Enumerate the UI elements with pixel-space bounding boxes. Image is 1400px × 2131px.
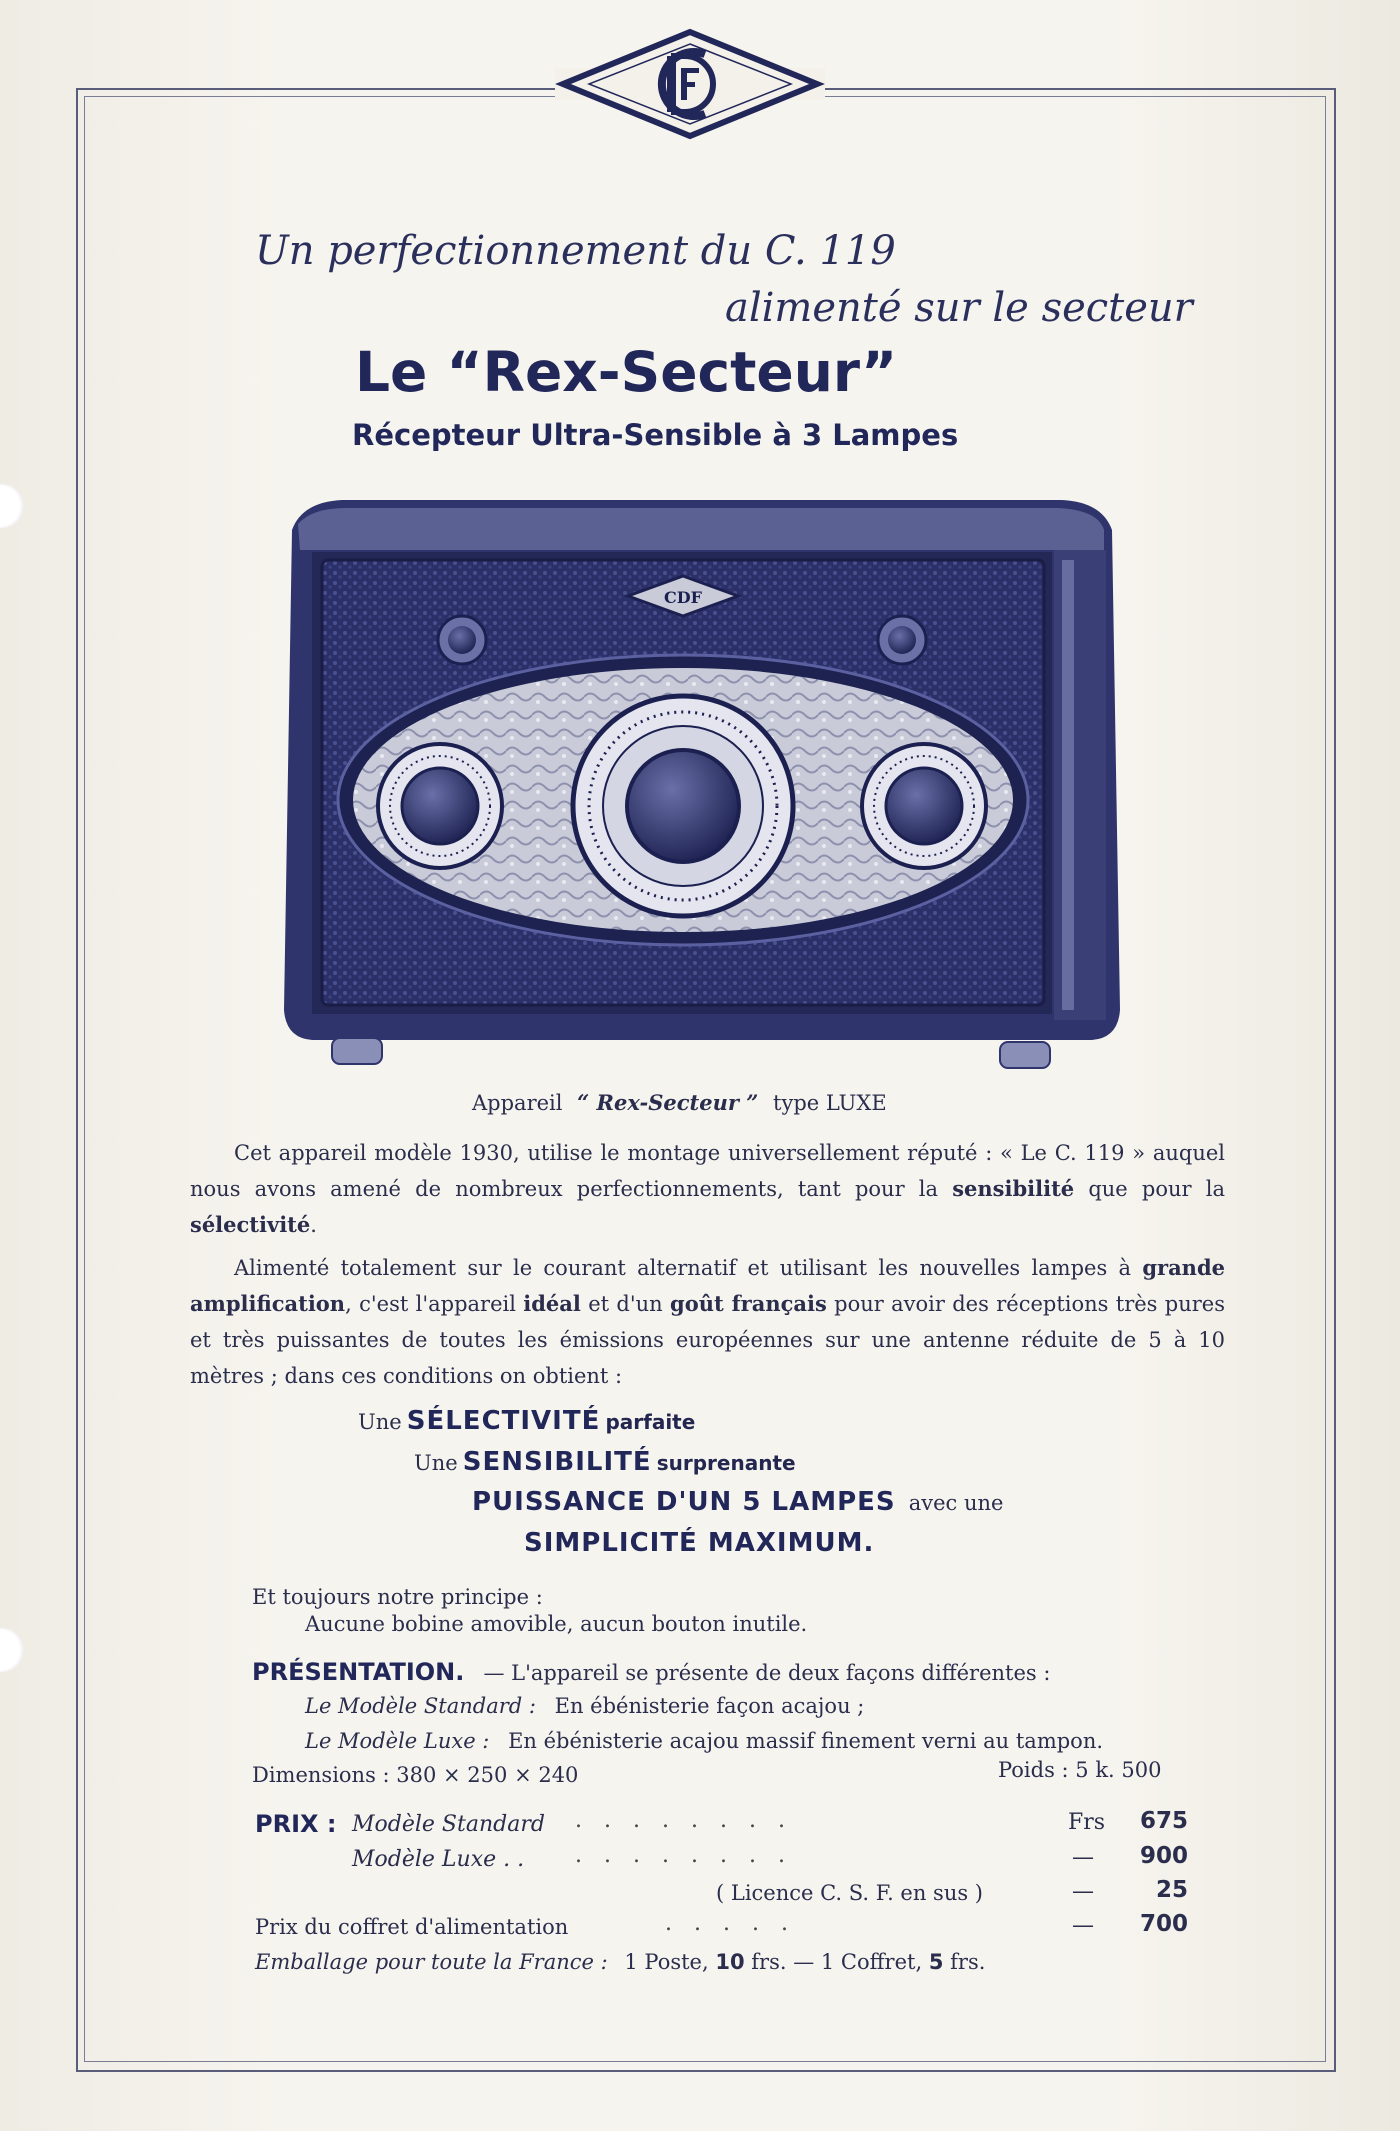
feature-main: SÉLECTIVITÉ xyxy=(406,1406,601,1436)
radio-illustration xyxy=(272,490,1132,1080)
page-title: Le “Rex-Secteur” xyxy=(355,340,898,404)
feature-puissance xyxy=(472,1487,1003,1517)
cdf-logo-graphic xyxy=(555,28,825,140)
packaging-text: 1 Poste, xyxy=(624,1950,709,1974)
feature-main: SIMPLICITÉ MAXIMUM. xyxy=(524,1528,875,1558)
price-value-standard: 675 xyxy=(1139,1808,1188,1834)
price-value-luxe: 900 xyxy=(1139,1843,1188,1869)
feature-sensibilite xyxy=(414,1447,796,1477)
weight: Poids : 5 k. 500 xyxy=(998,1758,1162,1782)
text-bold: goût français xyxy=(670,1291,827,1316)
principle-line-2: Aucune bobine amovible, aucun bouton inutile. xyxy=(305,1612,808,1636)
presentation-text: — L'appareil se présente de deux façons différentes : xyxy=(483,1661,1051,1685)
text-run: pour avoir des réceptions très pures et très puissantes de toutes les émissions européennes sur une antenne réduite de 5 à 10 mètres ; dans ces conditions on obtient : xyxy=(190,1292,1225,1388)
presentation-standard xyxy=(305,1694,864,1718)
packaging-text: frs. xyxy=(950,1950,986,1974)
feature-prefix: Une xyxy=(358,1410,402,1434)
text-run: Alimenté totalement sur le courant alternatif et utilisant les nouvelles lampes à xyxy=(234,1256,1143,1280)
text-run: que pour la xyxy=(1074,1177,1225,1201)
packaging-price: 5 xyxy=(928,1950,944,1974)
leader-dots: ........ xyxy=(575,1843,807,1868)
packaging-text: frs. — 1 Coffret, xyxy=(751,1950,923,1974)
model-label: Le Modèle Standard : xyxy=(305,1694,536,1718)
feature-suffix: parfaite xyxy=(605,1410,696,1434)
price-currency: — xyxy=(1072,1845,1094,1870)
feature-prefix: Une xyxy=(414,1451,458,1475)
feature-simplicite xyxy=(524,1528,874,1558)
text-bold: grande amplification xyxy=(190,1255,1225,1316)
price-label: PRIX : xyxy=(255,1810,337,1838)
feature-main: SENSIBILITÉ xyxy=(462,1447,652,1477)
illustration-caption xyxy=(472,1090,887,1115)
presentation-label: PRÉSENTATION. xyxy=(252,1658,465,1686)
text-bold: sensibilité xyxy=(952,1176,1075,1201)
cdf-logo xyxy=(555,28,825,140)
leader-dots: ........ xyxy=(575,1808,807,1833)
headline-line-1: Un perfectionnement du C. 119 xyxy=(255,228,896,274)
model-label: Le Modèle Luxe : xyxy=(305,1729,490,1753)
principle-line-1: Et toujours notre principe : xyxy=(252,1585,543,1609)
price-currency: Frs xyxy=(1068,1810,1106,1835)
packaging-line xyxy=(255,1950,985,1974)
text-bold: idéal xyxy=(523,1291,581,1316)
caption-name: “ Rex-Secteur ” xyxy=(577,1090,759,1115)
price-value-coffret: 700 xyxy=(1139,1911,1188,1937)
feature-selectivite xyxy=(358,1406,695,1436)
presentation-heading xyxy=(252,1658,1050,1686)
page-subtitle: Récepteur Ultra-Sensible à 3 Lampes xyxy=(352,418,959,452)
text-run: , c'est l'appareil xyxy=(345,1292,524,1316)
caption-prefix: Appareil xyxy=(472,1091,563,1115)
model-text: En ébénisterie façon acajou ; xyxy=(554,1694,865,1718)
price-name-licence: ( Licence C. S. F. en sus ) xyxy=(716,1881,983,1905)
text-run: Cet appareil modèle 1930, utilise le montage universellement réputé : « Le C. 119 » auquel nous avons amené de nombreux perfectionnements, tant pour la xyxy=(190,1141,1225,1201)
text-bold: sélectivité xyxy=(190,1212,311,1237)
price-currency: — xyxy=(1072,1913,1094,1938)
model-text: En ébénisterie acajou massif finement verni au tampon. xyxy=(508,1729,1104,1753)
paragraph-features xyxy=(190,1250,1225,1394)
packaging-label: Emballage pour toute la France : xyxy=(255,1950,608,1974)
price-name-luxe: Modèle Luxe . . xyxy=(352,1847,525,1872)
feature-suffix: surprenante xyxy=(656,1451,796,1475)
svg-text:CDF: CDF xyxy=(664,588,702,607)
paragraph-intro xyxy=(190,1135,1225,1243)
packaging-price: 10 xyxy=(715,1950,745,1974)
presentation-luxe xyxy=(305,1729,1103,1753)
text-run: et d'un xyxy=(580,1292,671,1316)
price-value-licence: 25 xyxy=(1155,1877,1188,1903)
feature-suffix: avec une xyxy=(908,1491,1004,1515)
dimensions: Dimensions : 380 × 250 × 240 xyxy=(252,1763,579,1787)
price-name-coffret: Prix du coffret d'alimentation xyxy=(255,1915,569,1939)
caption-suffix: type LUXE xyxy=(773,1091,887,1115)
feature-main: PUISSANCE D'UN 5 LAMPES xyxy=(472,1487,896,1517)
price-currency: — xyxy=(1072,1879,1094,1904)
leader-dots: ..... xyxy=(665,1911,810,1936)
headline-line-2: alimenté sur le secteur xyxy=(725,285,1193,331)
text-run: . xyxy=(310,1213,317,1237)
price-name-standard: Modèle Standard xyxy=(352,1812,545,1837)
